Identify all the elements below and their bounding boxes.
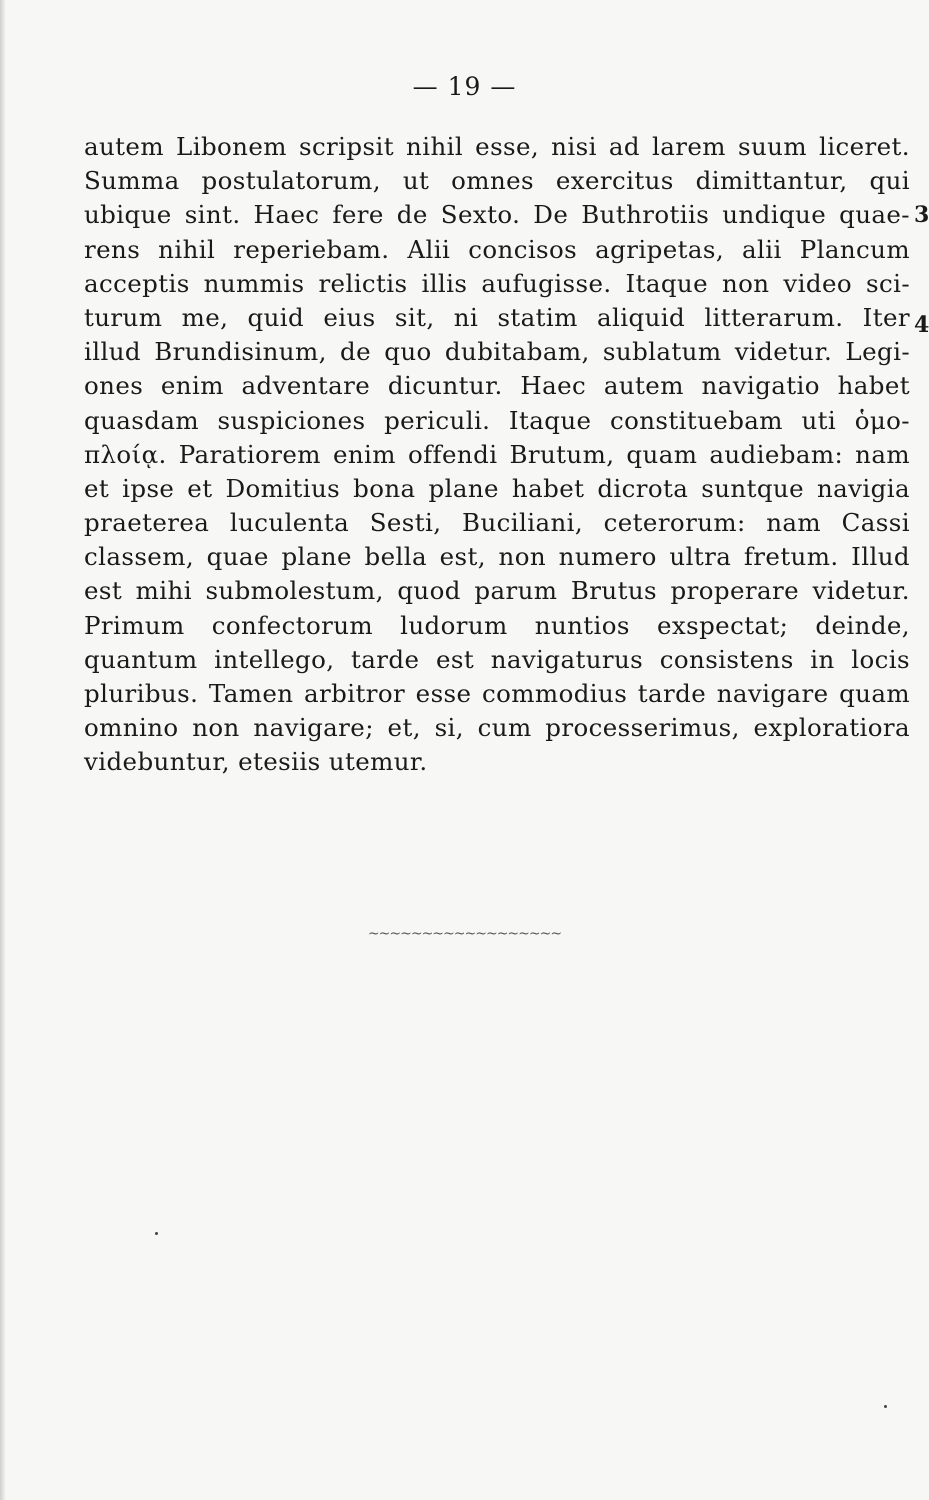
text-line: Summa postulatorum, ut omnes exercitus dimittantur, qui — [84, 166, 910, 196]
page-left-edge — [0, 0, 6, 1500]
text-line: praeterea luculenta Sesti, Buciliani, ceterorum: nam Cassi — [84, 508, 910, 538]
text-line: omnino non navigare; et, si, cum processerimus, exploratiora — [84, 713, 910, 743]
print-speck — [884, 1405, 887, 1408]
text-line: πλοίᾳ. Paratiorem enim offendi Brutum, quam audiebam: nam — [84, 439, 910, 469]
text-line: turum me, quid eius sit, ni statim aliquid litterarum. Iter — [84, 302, 910, 332]
text-line: autem Libonem scripsit nihil esse, nisi ad larem suum liceret. — [84, 132, 910, 161]
margin-section-number: 3 — [914, 202, 929, 228]
page-number: — 19 — — [412, 72, 517, 101]
body-text — [84, 130, 910, 780]
text-line-last: videbuntur, etesiis utemur. — [84, 747, 428, 777]
text-line: rens nihil reperiebam. Alii concisos agripetas, alii Plancum — [84, 234, 910, 264]
text-line: quantum intellego, tarde est navigaturus consistens in locis — [84, 644, 910, 674]
margin-section-number: 4 — [914, 312, 929, 338]
text-line: acceptis nummis relictis illis aufugisse. Itaque non video sci- — [84, 268, 910, 298]
text-line: Primum confectorum ludorum nuntios exspectat; deinde, — [84, 610, 910, 640]
text-line: pluribus. Tamen arbitror esse commodius tarde navigare quam — [84, 679, 910, 708]
text-line: ubique sint. Haec fere de Sexto. De Buthrotiis undique quae- — [84, 200, 910, 230]
text-line: classem, quae plane bella est, non numero ultra fretum. Illud — [84, 542, 910, 572]
text-line: quasdam suspiciones periculi. Itaque constituebam uti ὁμο- — [84, 405, 910, 435]
text-line: est mihi submolestum, quod parum Brutus properare videtur. — [84, 576, 910, 606]
end-ornament: ~~~~~~~~~~~~~~~~~~ — [367, 926, 562, 942]
text-line: et ipse et Domitius bona plane habet dicrota suntque navigia — [84, 473, 910, 503]
text-line: ones enim adventare dicuntur. Haec autem navigatio habet — [84, 371, 910, 401]
print-speck — [155, 1232, 158, 1235]
text-line: illud Brundisinum, de quo dubitabam, sublatum videtur. Legi- — [84, 337, 910, 367]
